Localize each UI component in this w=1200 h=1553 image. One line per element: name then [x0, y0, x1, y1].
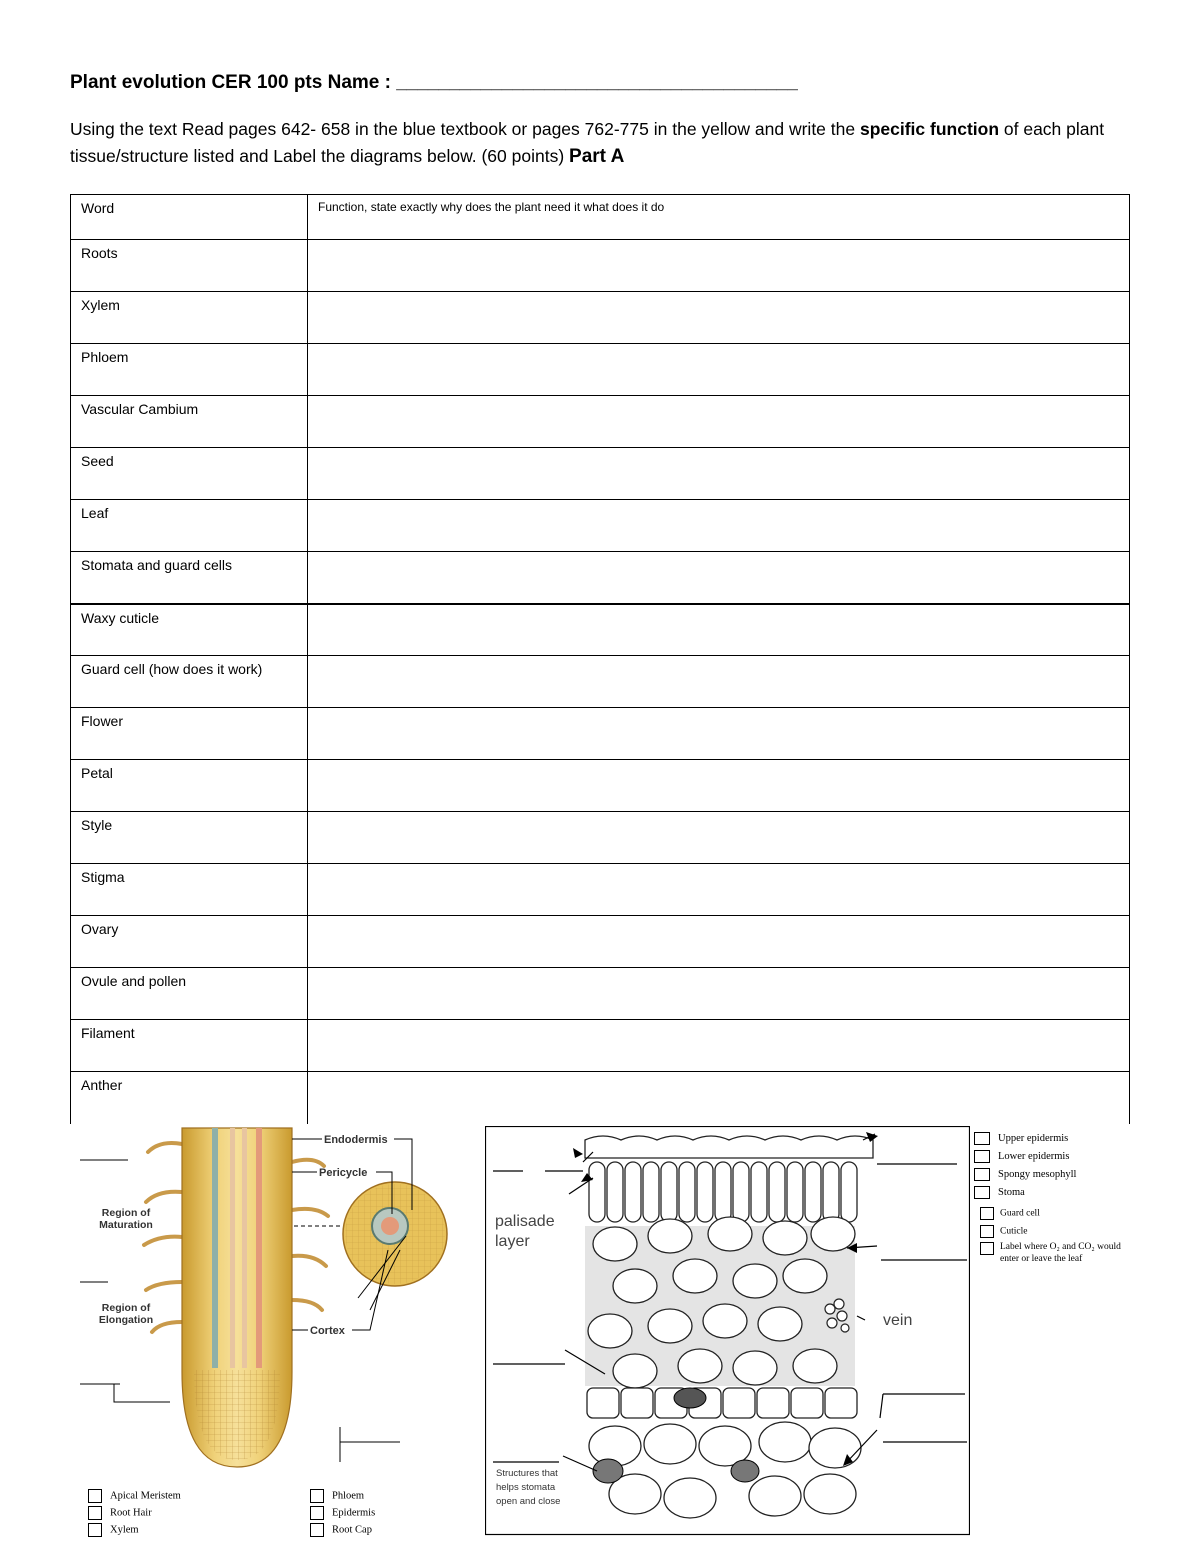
checkbox[interactable] — [974, 1150, 990, 1163]
checkbox[interactable] — [974, 1186, 990, 1199]
region-maturation-text: Region of Maturation — [99, 1207, 153, 1231]
table-row — [71, 240, 1130, 292]
label-vein: vein — [883, 1312, 913, 1329]
term-cell: Ovary — [71, 916, 308, 968]
table-row — [71, 552, 1130, 604]
checklist-item[interactable]: Root Hair — [88, 1506, 152, 1520]
checkbox[interactable] — [980, 1242, 994, 1255]
table-row — [71, 656, 1130, 708]
checklist-item[interactable]: Guard cell — [980, 1207, 1040, 1220]
term-cell: Stomata and guard cells — [71, 552, 308, 604]
structures-label: Structures that helps stomata open and close — [496, 1468, 561, 1507]
table-row — [71, 812, 1130, 864]
checklist-item[interactable]: Epidermis — [310, 1506, 375, 1520]
term-cell: Xylem — [71, 292, 308, 344]
palisade-label: palisade layer — [495, 1213, 555, 1250]
checklist-item[interactable]: Phloem — [310, 1489, 364, 1503]
answer-cell[interactable] — [308, 344, 1130, 396]
answer-cell[interactable] — [308, 760, 1130, 812]
checklist-item[interactable]: Apical Meristem — [88, 1489, 181, 1503]
term-cell: Anther — [71, 1072, 308, 1124]
answer-cell[interactable] — [308, 240, 1130, 292]
label-pericycle: Pericycle — [319, 1167, 368, 1179]
region-elongation-text: Region of Elongation — [98, 1302, 154, 1326]
table-row — [71, 500, 1130, 552]
answer-cell[interactable] — [308, 864, 1130, 916]
answer-cell[interactable] — [308, 396, 1130, 448]
answer-cell[interactable] — [308, 1020, 1130, 1072]
table-row — [71, 292, 1130, 344]
checklist-item[interactable]: Xylem — [88, 1523, 139, 1537]
instructions: Using the text Read pages 642- 658 in the blue textbook or pages 762-775 in the yellow and write the specific function of each plant tissue/structure listed and Label the diagrams below. (60 points) Part A — [70, 119, 1105, 167]
term-cell: Petal — [71, 760, 308, 812]
label-endodermis: Endodermis — [324, 1134, 388, 1146]
term-cell: Guard cell (how does it work) — [71, 656, 308, 708]
answer-cell[interactable] — [308, 916, 1130, 968]
answer-cell[interactable] — [308, 604, 1130, 656]
answer-cell[interactable] — [308, 448, 1130, 500]
checklist-item[interactable]: Cuticle — [980, 1225, 1027, 1238]
answer-cell[interactable] — [308, 292, 1130, 344]
table-row — [71, 1072, 1130, 1124]
answer-cell[interactable] — [308, 812, 1130, 864]
table-row — [71, 968, 1130, 1020]
answer-cell[interactable] — [308, 708, 1130, 760]
checkbox[interactable] — [88, 1506, 102, 1520]
checklist-item[interactable]: Label where O₂ and CO₂ would enter or leave the leaf — [980, 1242, 1130, 1265]
term-cell: Stigma — [71, 864, 308, 916]
term-cell: Ovule and pollen — [71, 968, 308, 1020]
answer-cell[interactable] — [308, 968, 1130, 1020]
table-row — [71, 396, 1130, 448]
term-cell: Waxy cuticle — [71, 604, 308, 656]
header-word: Word — [71, 195, 308, 240]
answer-cell[interactable] — [308, 500, 1130, 552]
term-cell: Flower — [71, 708, 308, 760]
header-function: Function, state exactly why does the plant need it what does it do — [308, 195, 1130, 240]
table-row — [71, 448, 1130, 500]
table-row — [71, 604, 1130, 656]
answer-cell[interactable] — [308, 552, 1130, 604]
checklist-item[interactable]: Spongy mesophyll — [974, 1168, 1076, 1181]
checkbox[interactable] — [980, 1225, 994, 1238]
checklist-item[interactable]: Stoma — [974, 1186, 1025, 1199]
table-header-row — [71, 195, 1130, 240]
checkbox[interactable] — [980, 1207, 994, 1220]
table-row — [71, 760, 1130, 812]
answer-cell[interactable] — [308, 1072, 1130, 1124]
checkbox[interactable] — [88, 1523, 102, 1537]
table-row — [71, 344, 1130, 396]
term-cell: Vascular Cambium — [71, 396, 308, 448]
worksheet-title: Plant evolution CER 100 pts Name : ______________________________________ — [70, 72, 798, 93]
table-row — [71, 916, 1130, 968]
term-cell: Roots — [71, 240, 308, 292]
term-cell: Filament — [71, 1020, 308, 1072]
table-row — [71, 1020, 1130, 1072]
term-cell: Seed — [71, 448, 308, 500]
checkbox[interactable] — [310, 1506, 324, 1520]
checklist-item[interactable]: Root Cap — [310, 1523, 372, 1537]
term-cell: Phloem — [71, 344, 308, 396]
function-table — [70, 194, 1130, 1124]
table-row — [71, 864, 1130, 916]
checkbox[interactable] — [310, 1523, 324, 1537]
checklist-item[interactable]: Upper epidermis — [974, 1132, 1068, 1145]
checklist-item[interactable]: Lower epidermis — [974, 1150, 1069, 1163]
answer-cell[interactable] — [308, 656, 1130, 708]
checkbox[interactable] — [974, 1168, 990, 1181]
checkbox[interactable] — [310, 1489, 324, 1503]
checkbox[interactable] — [974, 1132, 990, 1145]
checkbox[interactable] — [88, 1489, 102, 1503]
term-cell: Style — [71, 812, 308, 864]
table-row — [71, 708, 1130, 760]
term-cell: Leaf — [71, 500, 308, 552]
label-cortex: Cortex — [310, 1325, 345, 1337]
